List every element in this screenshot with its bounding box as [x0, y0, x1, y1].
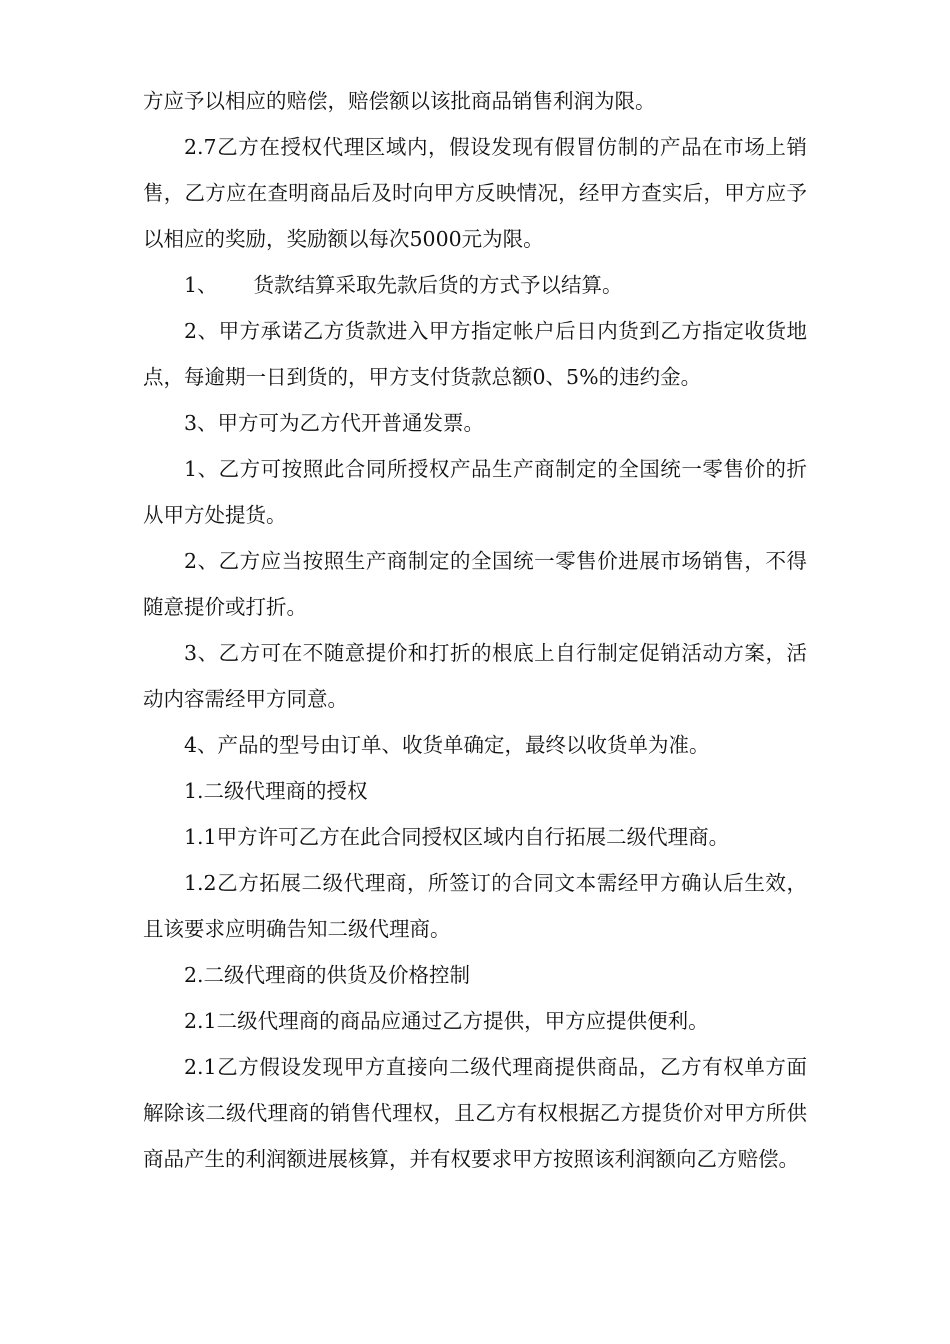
paragraph-11: 1.1甲方许可乙方在此合同授权区域内自行拓展二级代理商。 — [184, 825, 730, 849]
paragraph-5: 3、甲方可为乙方代开普通发票。 — [184, 411, 485, 435]
paragraph-2: 2.7乙方在授权代理区域内，假设发现有假冒仿制的产品在市场上销售，乙方应在查明商品后及时向甲方反映情况，经甲方查实后，甲方应予以相应的奖励，奖励额以每次5000元为限。 — [143, 135, 807, 251]
paragraph-1: 方应予以相应的赔偿，赔偿额以该批商品销售利润为限。 — [143, 89, 656, 113]
section-heading-1: 1.二级代理商的授权 — [184, 779, 368, 803]
paragraph-7: 2、乙方应当按照生产商制定的全国统一零售价进展市场销售，不得随意提价或打折。 — [143, 549, 807, 619]
paragraph-3-number: 1、 — [184, 273, 218, 297]
paragraph-12: 1.2乙方拓展二级代理商，所签订的合同文本需经甲方确认后生效，且该要求应明确告知二级代理商。 — [143, 871, 807, 941]
paragraph-8: 3、乙方可在不随意提价和打折的根底上自行制定促销活动方案，活动内容需经甲方同意。 — [143, 641, 807, 711]
section-heading-2: 2.二级代理商的供货及价格控制 — [184, 963, 471, 987]
paragraph-15: 2.1乙方假设发现甲方直接向二级代理商提供商品，乙方有权单方面解除该二级代理商的销售代理权，且乙方有权根据乙方提货价对甲方所供商品产生的利润额进展核算，并有权要求甲方按照该利润额向乙方赔偿。 — [143, 1055, 807, 1171]
paragraph-3-text: 货款结算采取先款后货的方式予以结算。 — [253, 273, 623, 297]
contract-body — [143, 78, 807, 1182]
paragraph-6: 1、乙方可按照此合同所授权产品生产商制定的全国统一零售价的折从甲方处提货。 — [143, 457, 807, 527]
paragraph-14: 2.1二级代理商的商品应通过乙方提供，甲方应提供便利。 — [184, 1009, 709, 1033]
paragraph-4: 2、甲方承诺乙方货款进入甲方指定帐户后日内货到乙方指定收货地点，每逾期一日到货的，甲方支付货款总额0、5%的违约金。 — [143, 319, 807, 389]
paragraph-9: 4、产品的型号由订单、收货单确定，最终以收货单为准。 — [184, 733, 710, 757]
paragraph-3 — [143, 262, 807, 308]
